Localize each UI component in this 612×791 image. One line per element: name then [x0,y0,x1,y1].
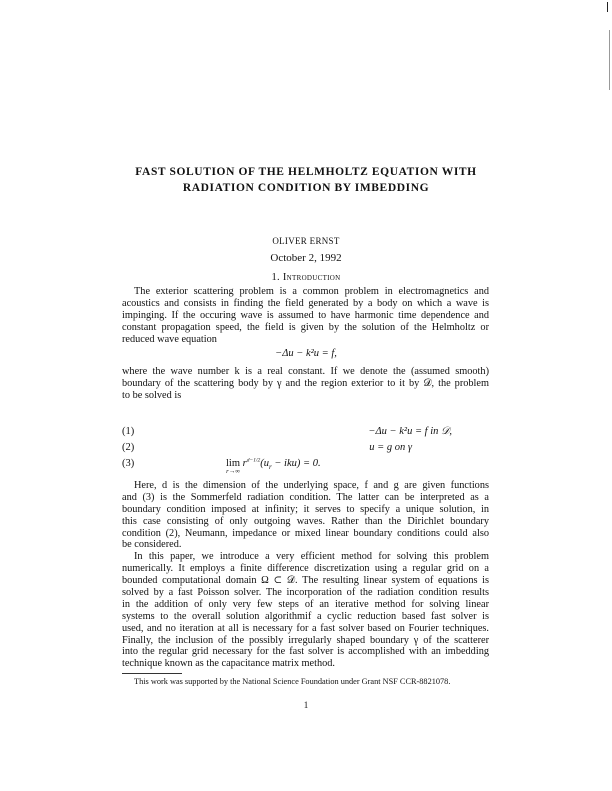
text-line: where the wave number k is a real constant. If we denote the (assumed smooth) [122,366,489,377]
lim-operator: lim [226,458,241,469]
text-line: numerically. It employs a finite difference discretization using a regular grid on a [122,563,489,575]
paragraph-definition [122,366,489,402]
equation-number: (2) [122,442,135,453]
text-line: reduced wave equation [122,333,217,345]
text-line: The exterior scattering problem is a common problem in electromagnetics and [134,286,489,297]
text-line: this case consisting of only outgoing waves. Rather than the Dirichlet boundary [122,515,489,527]
helmholtz-equation: −Δu − k²u = f, [275,348,337,359]
text-line: Here, d is the dimension of the underlying space, f and g are given functions [134,480,489,491]
text-line: in the addition of only very few steps of an iterative method for solving linear [122,598,489,610]
text-line: boundary of the scattering body by γ and the region exterior to it by 𝒟, the problem [122,377,489,389]
scan-mark [607,2,608,12]
text-line: and (3) is the Sommerfeld radiation condition. The latter can be interpreted as a [122,491,489,503]
date: October 2, 1992 [270,252,342,264]
section-heading: 1. Introduction [271,272,341,283]
eq-term: − iku) = 0. [271,458,321,469]
text-line: condition (2), Neumann, impedance or mixed linear boundary conditions could also [122,527,489,539]
equation-1: −Δu − k²u = f in 𝒟, [368,426,452,437]
text-line: impinging. If the occuring wave is assumed to have harmonic time dependence and [122,309,489,321]
title-line: RADIATION CONDITION BY IMBEDDING [182,182,430,194]
title-line: FAST SOLUTION OF THE HELMHOLTZ EQUATION WITH [135,166,477,178]
eq-term: r [242,458,247,469]
page-number: 1 [303,700,309,710]
text-line: be considered. [122,539,182,551]
subscript: r [268,463,272,472]
text-line: technique known as the capacitance matrix method. [122,658,336,670]
text-line: to be solved is [122,389,182,401]
scan-mark [609,30,610,90]
text-line: acoustics and consists in finding the field generated by a body on which a wave is [122,297,489,309]
footnote: This work was supported by the National Science Foundation under Grant NSF CCR-8821078. [134,677,451,686]
text-line: systems to the overall solution algorithmif a cyclic reduction based fast solver is [122,610,489,622]
exponent: d−1/2 [246,457,261,464]
text-line: used, and no iteration at all is necessary for a fast solver based on Fourier techniques. [122,622,489,634]
text-line: constant propagation speed, the field is given by the solution of the Helmholtz or [122,321,489,333]
text-line: into the regular grid necessary for the fast solver is accomplished with an imbedding [122,646,489,658]
text-line: In this paper, we introduce a very efficient method for solving this problem [134,551,489,563]
text-line: Finally, the inclusion of the possibly irregularly shaped boundary γ of the scatterer [122,634,489,646]
footnote-rule [122,673,182,674]
equation-2: u = g on γ [369,442,412,453]
lim-block [226,458,240,475]
text-line: boundary condition imposed at infinity; it serves to specify a unique solution, in [122,503,489,515]
paper-title [0,164,612,196]
equation-number: (3) [122,458,135,469]
author: OLIVER ERNST [272,236,340,246]
paragraph-explanation [122,480,489,670]
text-line: bounded computational domain Ω ⊂ 𝒟. The resulting linear system of equations is [122,575,489,587]
paragraph-intro [122,286,489,345]
lim-subscript: r→∞ [226,468,240,475]
equation-3 [226,458,321,476]
text-line: solved by a fast Poisson solver. The incorporation of the radiation condition results [122,587,489,599]
equation-number: (1) [122,426,135,437]
eq-term: (u [260,458,269,469]
